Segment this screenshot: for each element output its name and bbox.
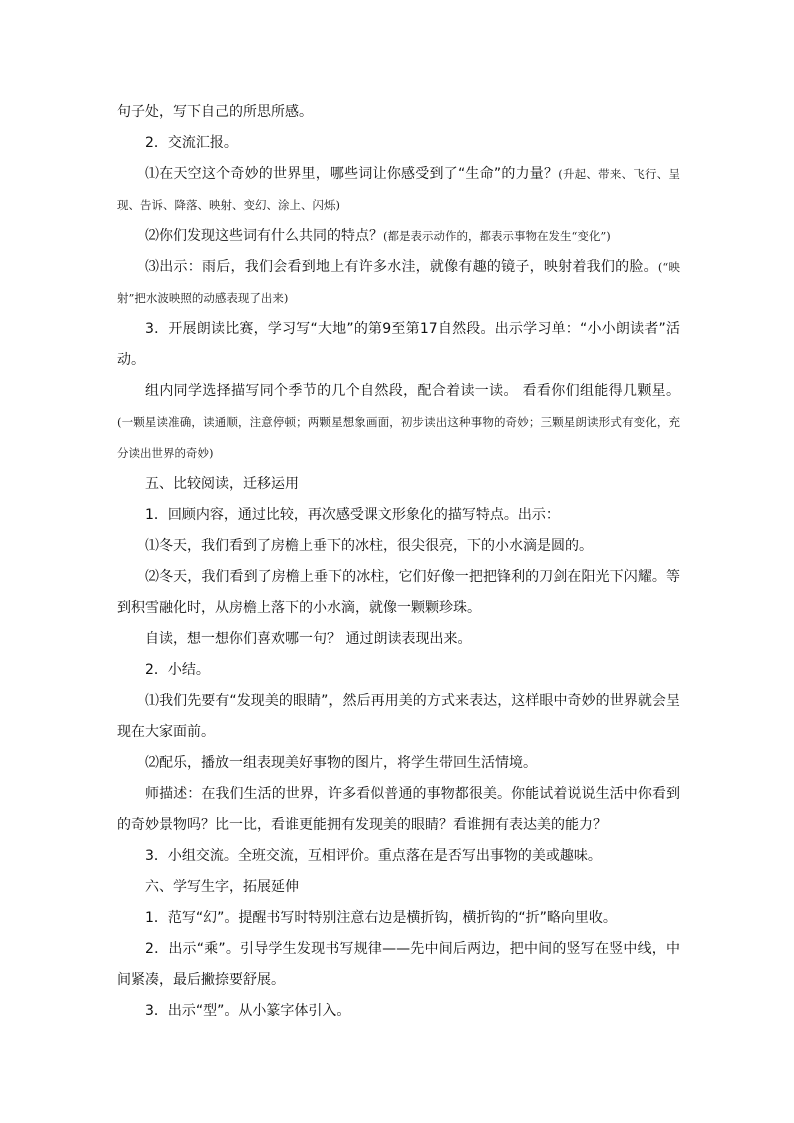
paragraph-note: (一颗星读准确，读通顺，注意停顿；两颗星想象画面，初步读出这种事物的奇妙；三颗星朗读形式有变化，充分读出世界的奇妙) xyxy=(117,415,680,460)
paragraph-note: (“映射”把水波映照的动感表现了出来) xyxy=(117,260,681,305)
paragraph xyxy=(117,159,680,221)
paragraph xyxy=(117,996,680,1027)
paragraph xyxy=(117,314,680,376)
paragraph xyxy=(117,624,680,655)
document-body xyxy=(117,97,680,1027)
paragraph xyxy=(117,97,680,128)
paragraph xyxy=(117,841,680,872)
paragraph-text: 3．开展朗读比赛，学习写“大地”的第9至第17自然段。出示学习单：“小小朗读者”活动。 xyxy=(117,321,680,368)
paragraph-text: 五、比较阅读，迁移运用 xyxy=(145,476,299,492)
paragraph xyxy=(117,500,680,531)
paragraph xyxy=(117,872,680,903)
paragraph xyxy=(117,686,680,748)
paragraph-text: 1．回顾内容，通过比较，再次感受课文形象化的描写特点。出示： xyxy=(145,507,560,523)
paragraph xyxy=(117,934,680,996)
paragraph-text: 师描述：在我们生活的世界，许多看似普通的事物都很美。你能试着说说生活中你看到的奇妙景物吗？比一比，看谁更能拥有发现美的眼睛？看谁拥有表达美的能力？ xyxy=(117,786,680,833)
paragraph-text: 2．小结。 xyxy=(145,662,210,678)
paragraph-text: ⑵你们发现这些词有什么共同的特点？ xyxy=(145,228,383,244)
paragraph-text: 3．小组交流。全班交流，互相评价。重点落在是否写出事物的美或趣味。 xyxy=(145,848,602,864)
paragraph-text: ⑵配乐，播放一组表现美好事物的图片，将学生带回生活情境。 xyxy=(145,755,537,771)
paragraph-text: ⑵冬天，我们看到了房檐上垂下的冰柱，它们好像一把把锋利的刀剑在阳光下闪耀。等到积雪融化时，从房檐上落下的小水滴，就像一颗颗珍珠。 xyxy=(117,569,680,616)
paragraph-text: ⑶出示：雨后，我们会看到地上有许多水洼，就像有趣的镜子，映射着我们的脸。 xyxy=(145,259,658,275)
paragraph xyxy=(117,562,680,624)
paragraph xyxy=(117,655,680,686)
paragraph-text: 组内同学选择描写同个季节的几个自然段，配合着读一读。 看看你们组能得几颗星。 xyxy=(145,383,680,399)
paragraph xyxy=(117,903,680,934)
paragraph-text: 六、学写生字，拓展延伸 xyxy=(145,879,299,895)
paragraph-note: (升起、带来、飞行、呈现、告诉、降落、映射、变幻、涂上、闪烁) xyxy=(117,167,680,212)
paragraph xyxy=(117,376,680,469)
paragraph xyxy=(117,531,680,562)
paragraph-text: ⑴我们先要有“发现美的眼睛”，然后再用美的方式来表达，这样眼中奇妙的世界就会呈现在大家面前。 xyxy=(117,693,680,740)
paragraph xyxy=(117,252,680,314)
paragraph xyxy=(117,779,680,841)
paragraph-text: 句子处，写下自己的所思所感。 xyxy=(117,104,313,120)
paragraph-text: 2．交流汇报。 xyxy=(145,135,238,151)
paragraph-text: 1．范写“幻”。提醒书写时特别注意右边是横折钩，横折钩的“折”略向里收。 xyxy=(145,910,617,926)
paragraph-text: 3．出示“型”。从小篆字体引入。 xyxy=(145,1003,351,1019)
paragraph xyxy=(117,469,680,500)
paragraph-text: ⑴在天空这个奇妙的世界里，哪些词让你感受到了“生命”的力量？ xyxy=(145,166,559,182)
paragraph-text: 2．出示“乘”。引导学生发现书写规律——先中间后两边，把中间的竖写在竖中线，中间紧凑，最后撇捺要舒展。 xyxy=(117,941,680,988)
paragraph xyxy=(117,221,680,252)
paragraph xyxy=(117,128,680,159)
paragraph-text: ⑴冬天，我们看到了房檐上垂下的冰柱，很尖很亮，下的小水滴是圆的。 xyxy=(145,538,593,554)
paragraph-text: 自读，想一想你们喜欢哪一句？ 通过朗读表现出来。 xyxy=(145,631,472,647)
paragraph-note: (都是表示动作的，都表示事物在发生“变化”) xyxy=(383,229,611,243)
paragraph xyxy=(117,748,680,779)
